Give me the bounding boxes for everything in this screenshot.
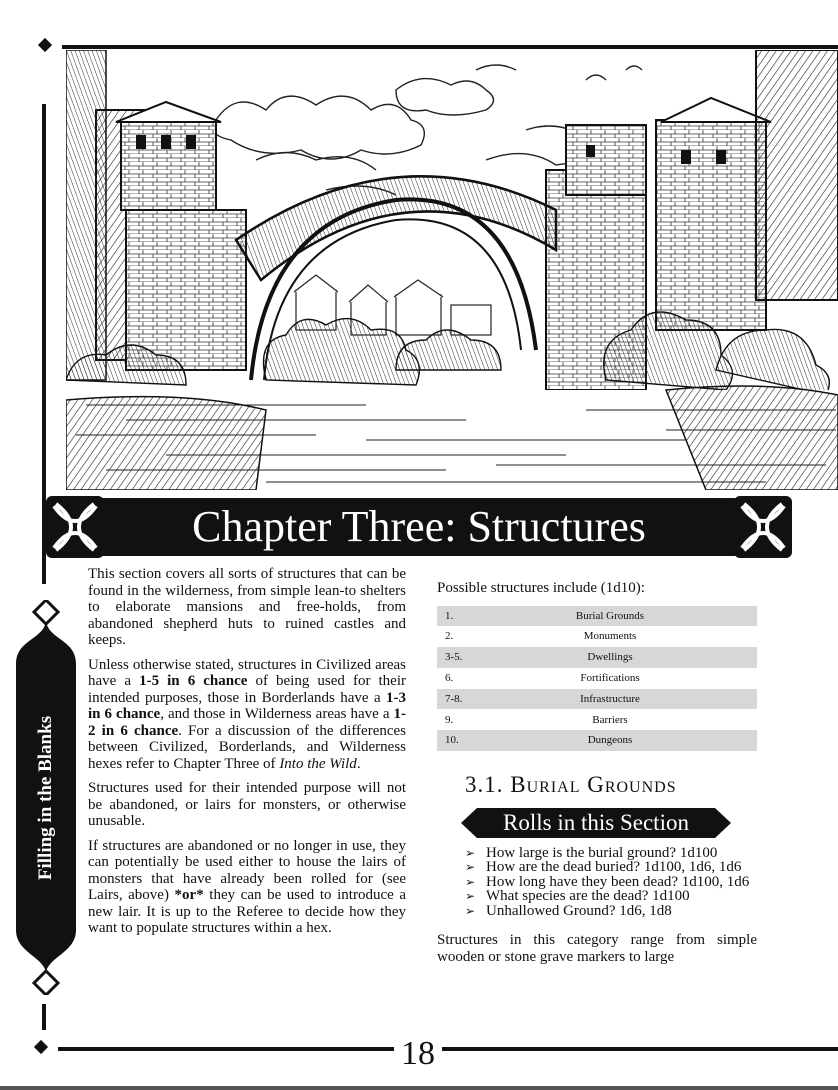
table-row: 6. Fortifications xyxy=(445,672,640,685)
rolls-banner xyxy=(461,808,731,838)
page-number: 18 xyxy=(394,1032,442,1076)
rolls-list xyxy=(465,846,757,919)
arrow-bullet-icon: ➢ xyxy=(465,903,476,918)
section-heading: 3.1. Burial Grounds xyxy=(465,772,677,798)
chapter-banner xyxy=(46,496,792,558)
side-vertical-line-bottom xyxy=(42,1004,46,1030)
arrow-bullet-icon: ➢ xyxy=(465,874,476,889)
structures-table xyxy=(437,606,757,752)
bridge-illustration xyxy=(66,50,838,490)
chance-wilderness: 1-2 in 6 chance xyxy=(88,706,407,739)
right-column xyxy=(437,580,757,965)
side-tab-label: Filling in the Blanks xyxy=(35,715,56,881)
chance-borderlands: 1-3 in 6 chance xyxy=(88,689,406,722)
celtic-knot-right-icon xyxy=(734,496,792,558)
table-row: 2. Monuments xyxy=(445,630,637,643)
paragraph-chances: Unless otherwise stated, structures in Civilized areas have a 1-5 in 6 chance of being used for their intended purposes, those in Borderlands have a 1-3 in 6 chance, and those in Wilderness areas have a 1-2 in 6 chance. For a discussion of the differences between Civilized, Borderlands, and Wilderness hexes refer to Chapter Three of Into the Wild. xyxy=(88,656,407,772)
chance-civilized: 1-5 in 6 chance xyxy=(139,673,248,689)
arrow-bullet-icon: ➢ xyxy=(465,889,476,904)
side-vertical-line-top xyxy=(42,104,46,584)
rolls-banner-label: Rolls in this Section xyxy=(503,809,689,835)
paragraph-intended-purpose: Structures used for their intended purpose will not be abandoned, or lairs for monsters, or otherwise unusable. xyxy=(88,780,406,829)
table-row: 3-5. Dwellings xyxy=(437,647,757,668)
book-title: Into the Wild xyxy=(279,755,357,772)
list-item: ➢ How long have they been dead? 1d100, 1d6 xyxy=(465,873,750,890)
arrow-bullet-icon: ➢ xyxy=(465,845,476,860)
paragraph-intro: This section covers all sorts of structures that can be found in the wilderness, from simple lean-to shelters to elaborate mansions and free-holds, from abandoned shepherd huts to ruined castles and keeps. xyxy=(88,566,406,648)
bottom-border xyxy=(0,1086,838,1090)
left-column xyxy=(88,566,406,945)
top-rule-line xyxy=(62,45,838,49)
arrow-bullet-icon: ➢ xyxy=(465,860,476,875)
bottom-rule-diamond xyxy=(34,1040,48,1054)
structures-intro: Possible structures include (1d10): xyxy=(437,580,645,596)
bottom-rule-line xyxy=(58,1047,838,1051)
celtic-knot-left-icon xyxy=(46,496,104,558)
chapter-title: Chapter Three: Structures xyxy=(192,502,646,551)
table-row: 7-8. Infrastructure xyxy=(437,689,757,710)
list-item: ➢ How are the dead buried? 1d100, 1d6, 1d6 xyxy=(465,859,742,876)
list-item: ➢ What species are the dead? 1d100 xyxy=(465,888,690,905)
or-emphasis: *or* xyxy=(174,887,204,903)
table-row: 9. Barriers xyxy=(445,713,628,726)
list-item: ➢ How large is the burial ground? 1d100 xyxy=(465,844,718,861)
side-tab xyxy=(10,600,82,995)
paragraph-burial-intro: Structures in this category range from simple wooden or stone grave markers to large xyxy=(437,932,757,965)
table-row: 10. Dungeons xyxy=(437,730,757,751)
table-row: 1. Burial Grounds xyxy=(437,606,757,627)
top-rule-diamond xyxy=(38,38,52,52)
list-item: ➢ Unhallowed Ground? 1d6, 1d8 xyxy=(465,902,672,919)
paragraph-abandoned: If structures are abandoned or no longer in use, they can potentially be used either to house the lairs of monsters that have already been rolled for (see Lairs, above) *or* they can be used to introduce a new lair. It is up to the Referee to decide how they want to populate structures within a hex. xyxy=(88,837,406,936)
